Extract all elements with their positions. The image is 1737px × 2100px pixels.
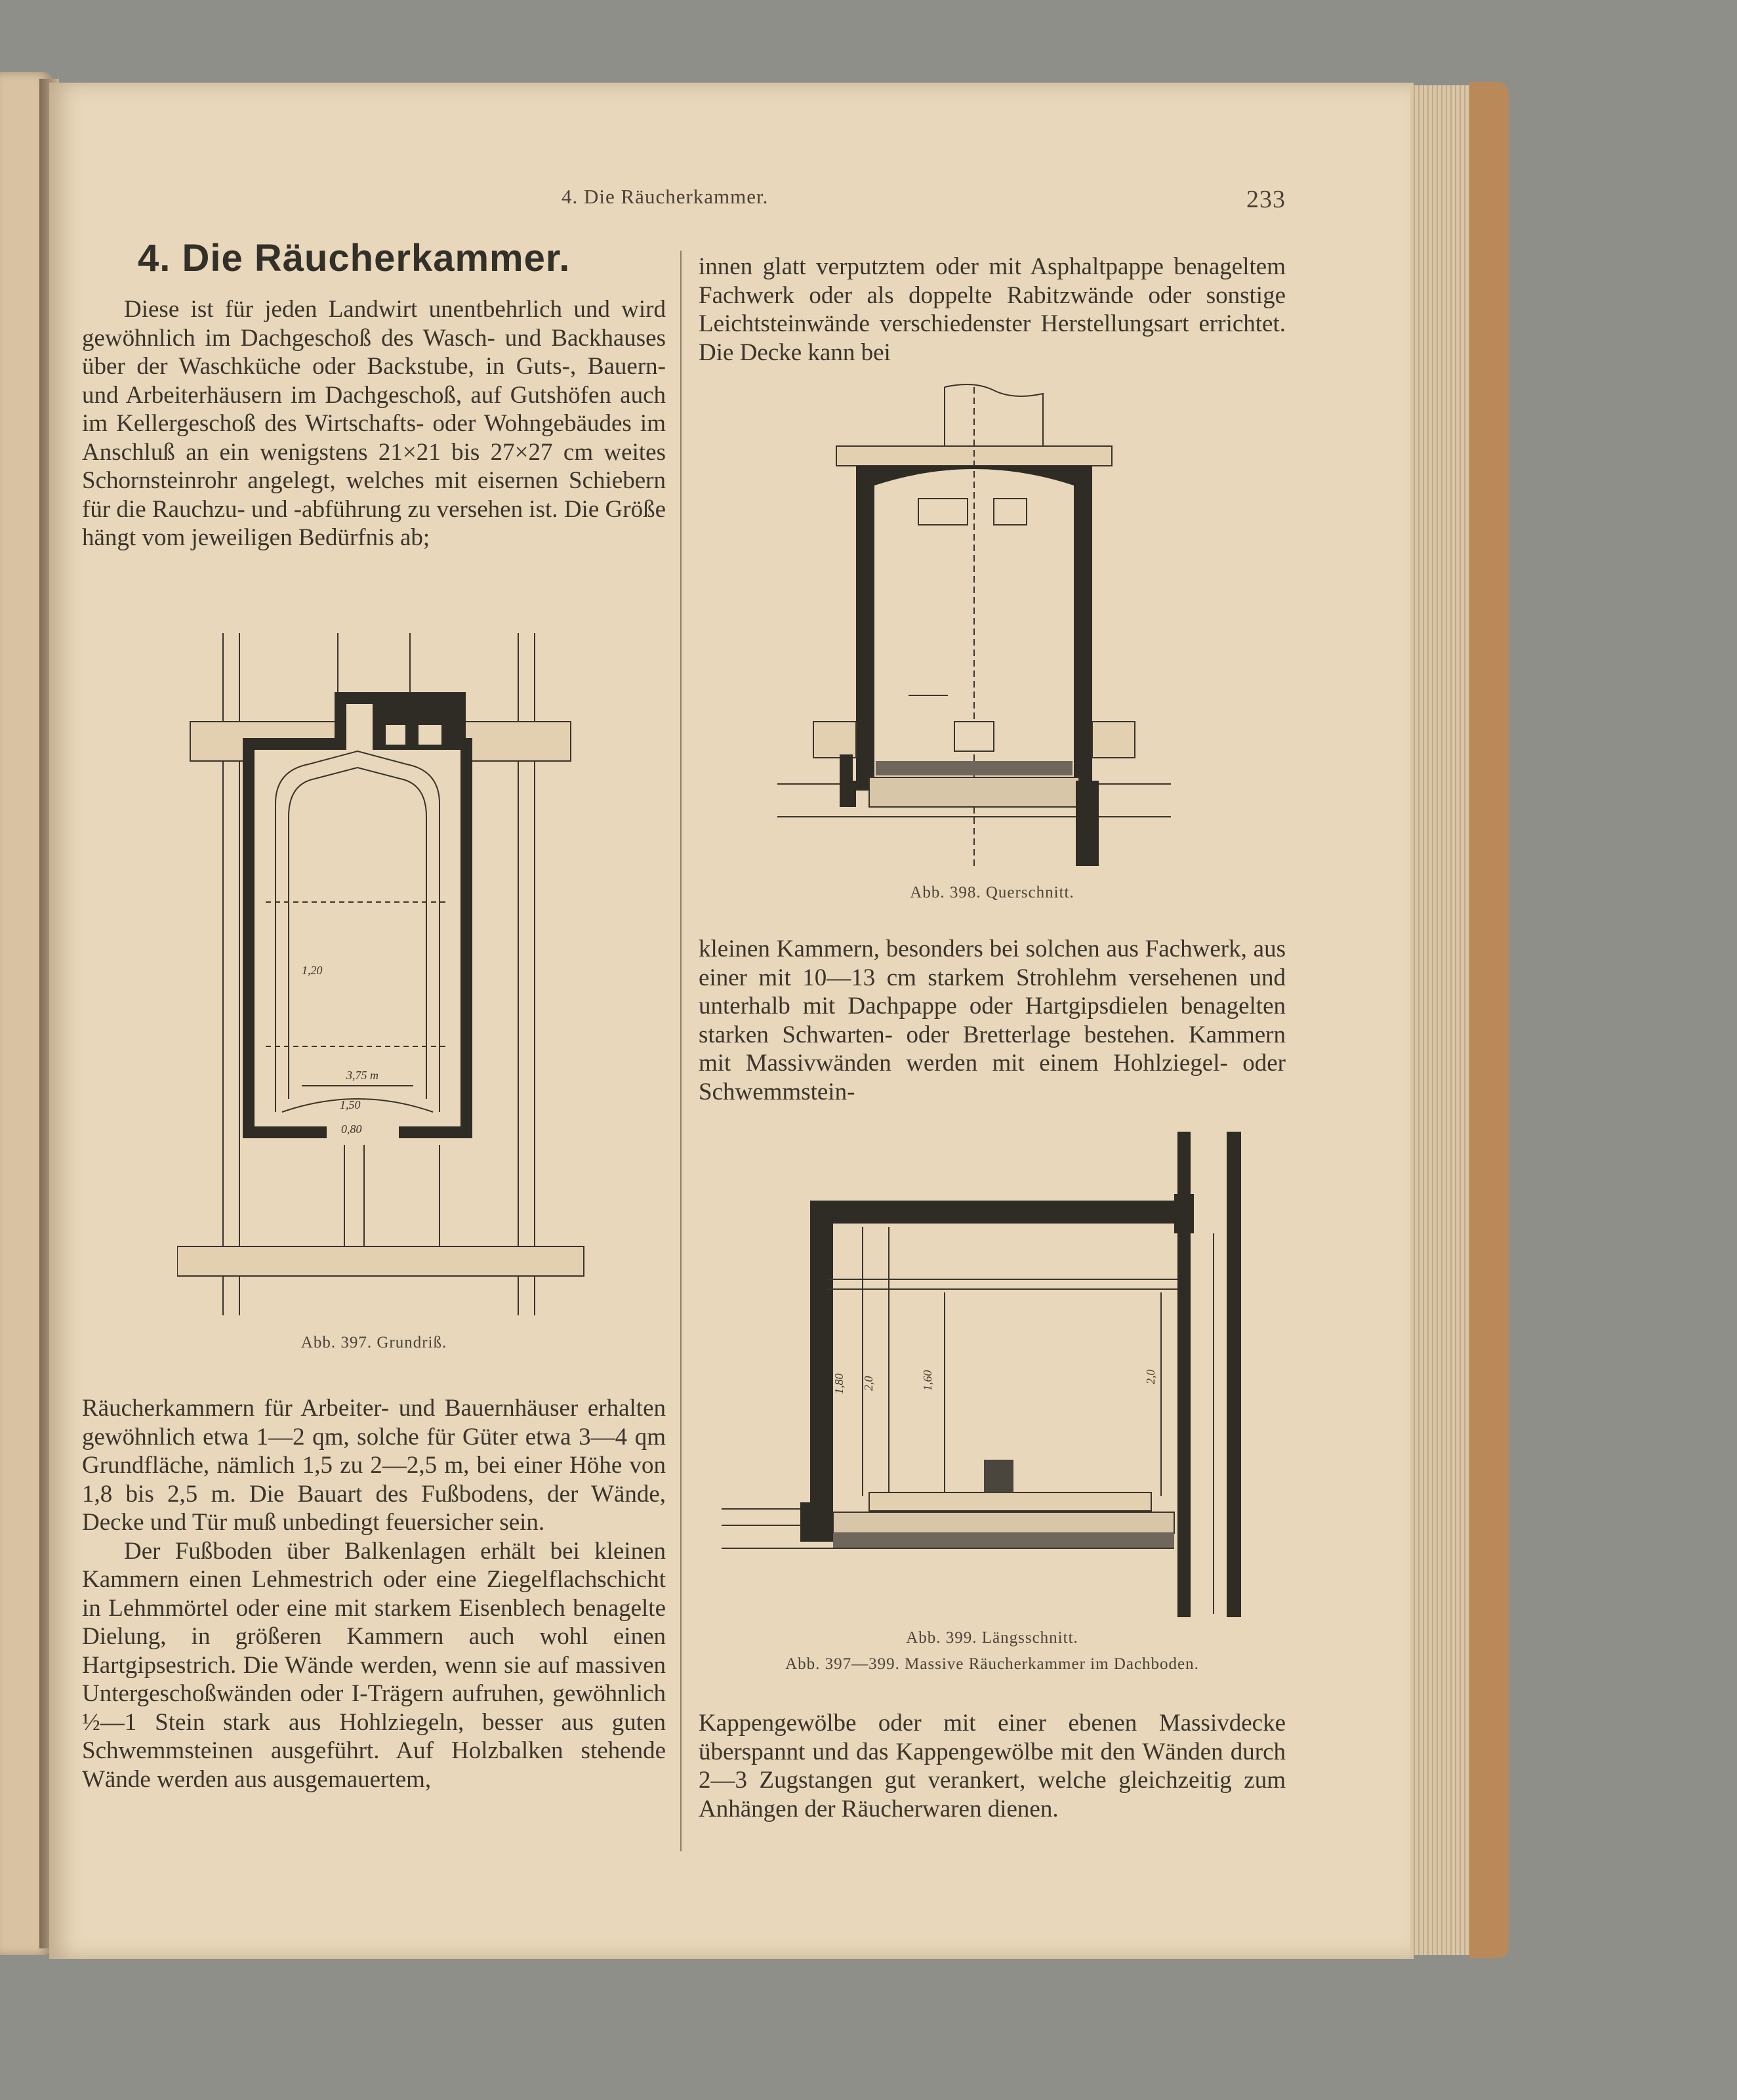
figure-397-floor-plan: [177, 627, 597, 1322]
figures-group-caption: Abb. 397—399. Massive Räucherkammer im Dachboden.: [785, 1655, 1199, 1673]
left-column-bottom: [82, 1394, 666, 1794]
fig399-dim-label: 2,0: [862, 1376, 875, 1391]
fig397-dim-label: 0,80: [341, 1122, 362, 1136]
figure-399-longitudinal-section: [722, 1128, 1259, 1627]
figure-398-caption: Abb. 398. Querschnitt.: [910, 884, 1074, 901]
paragraph-vault: Kappengewölbe oder mit einer ebenen Massivdecke überspannt und das Kappengewölbe mit den Wänden durch 2—3 Zugstangen gut verankert, welche gleichzeitig zum Anhängen der Räucherwaren dienen.: [699, 1710, 1286, 1822]
right-column-bottom: [699, 1709, 1286, 1823]
intro-paragraph: Diese ist für jeden Landwirt unentbehrlich und wird gewöhnlich im Dachgeschoß des Wasch- und Backhauses über der Waschküche oder Backstube, in Guts-, Bauern- und Arbeiterhäusern im Dachgeschoß, auf Gutshöfen auch im Kellergeschoß des Wirtschafts- oder Wohngebäudes im Anschluß an ein wenigstens 21×21 bis 27×27 cm weites Schornsteinrohr angelegt, welches mit eisernen Schiebern für die Rauchzu- und -abführung zu versehen ist. Die Größe hängt vom jeweiligen Bedürfnis ab;: [82, 296, 666, 551]
paragraph-wall-construction: innen glatt verputztem oder mit Asphaltpappe benageltem Fachwerk oder als doppelte Rabitzwände oder sonstige Leichtsteinwände verschiedenster Herstellungsart errichtet. Die Decke kann bei: [699, 253, 1286, 366]
figure-398-cross-section: [777, 381, 1171, 879]
figure-399-caption: Abb. 399. Längsschnitt.: [906, 1629, 1078, 1647]
fig397-dim-label: 1,20: [302, 964, 323, 977]
figure-397-caption: Abb. 397. Grundriß.: [300, 1334, 447, 1351]
fig397-dim-label: 1,50: [340, 1098, 361, 1111]
fig399-dim-label: 1,80: [832, 1373, 846, 1394]
fig399-dim-label: 1,60: [921, 1370, 934, 1391]
right-column-middle: [699, 935, 1286, 1106]
paragraph-floor-walls: Der Fußboden über Balkenlagen erhält bei kleinen Kammern einen Lehmestrich oder eine Ziegelflachschicht in Lehmmörtel oder eine mit starkem Eisenblech benagelte Dielung, in größeren Kammern auch wohl einen Hartgipsestrich. Die Wände werden, wenn sie auf massiven Untergeschoßwänden oder I-Trägern aufruhen, gewöhnlich ½—1 Stein stark aus Hohlziegeln, besser aus guten Schwemmsteinen ausgeführt. Auf Holzbalken stehende Wände werden aus ausgemauertem,: [82, 1537, 666, 1793]
paragraph-ceiling-small: kleinen Kammern, besonders bei solchen aus Fachwerk, aus einer mit 10—13 cm starkem Strohlehm versehenen und unterhalb mit Dachpappe oder Hartgipsdielen benagelten starken Schwarten- oder Bretterlage bestehen. Kammern mit Massivwänden werden mit einem Hohlziegel- oder Schwemmstein-: [699, 936, 1286, 1105]
fig397-dim-label: 3,75 m: [346, 1069, 378, 1082]
section-heading: 4. Die Räucherkammer.: [138, 237, 571, 279]
column-divider: [680, 251, 682, 1851]
left-column-top: [82, 295, 666, 552]
fig399-dim-label: 2,0: [1144, 1369, 1157, 1384]
right-column-top: [699, 253, 1286, 367]
running-header: 4. Die Räucherkammer.: [562, 185, 769, 208]
book-cover-edge: [1469, 82, 1509, 1958]
page-number: 233: [1246, 186, 1286, 213]
paragraph-room-sizes: Räucherkammern für Arbeiter- und Bauernhäuser erhalten gewöhnlich etwa 1—2 qm, solche für Güter etwa 3—4 qm Grundfläche, nämlich 1,5 zu 2—2,5 m, bei einer Höhe von 1,8 bis 2,5 m. Die Bauart des Fußbodens, der Wände, Decke und Tür muß unbedingt feuersicher sein.: [82, 1395, 666, 1536]
